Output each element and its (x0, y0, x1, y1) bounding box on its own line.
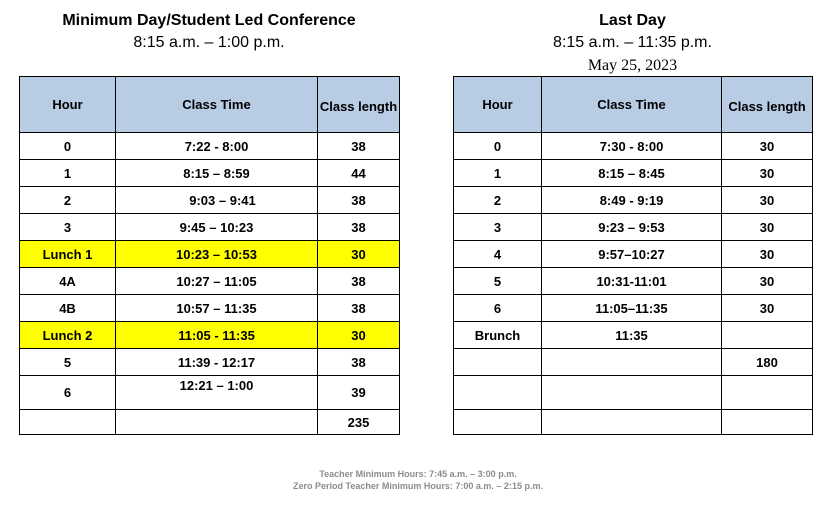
table-row (20, 349, 400, 376)
cell-hour: Brunch (454, 322, 542, 349)
cell-length (722, 322, 813, 349)
table-row (454, 268, 813, 295)
cell-length: 44 (318, 160, 400, 187)
cell-length: 30 (722, 187, 813, 214)
footer-zero-period-hours: Zero Period Teacher Minimum Hours: 7:00 a.m. – 2:15 p.m. (293, 481, 543, 491)
right-title: Last Day (599, 12, 666, 29)
cell-hour: 6 (20, 376, 116, 410)
table-row (20, 214, 400, 241)
cell-length: 30 (722, 133, 813, 160)
cell-length: 30 (318, 241, 400, 268)
cell-length (722, 410, 813, 435)
cell-time: 7:30 - 8:00 (542, 133, 722, 160)
table-row-brunch (454, 322, 813, 349)
cell-time: 11:05–11:35 (542, 295, 722, 322)
cell-hour: 3 (454, 214, 542, 241)
table-row (454, 410, 813, 435)
cell-hour: 6 (454, 295, 542, 322)
cell-length: 38 (318, 349, 400, 376)
header-class-length: Class length (722, 77, 813, 133)
table-header-row (454, 77, 813, 133)
header-class-length: Class length (318, 77, 400, 133)
cell-time: 11:39 - 12:17 (116, 349, 318, 376)
header-hour: Hour (20, 77, 116, 133)
cell-hour: 4B (20, 295, 116, 322)
cell-length: 30 (722, 160, 813, 187)
cell-time: 10:27 – 11:05 (116, 268, 318, 295)
minimum-day-schedule-table (19, 76, 400, 435)
table-row (454, 241, 813, 268)
last-day-schedule-table (453, 76, 813, 435)
cell-time: 9:23 – 9:53 (542, 214, 722, 241)
cell-length: 38 (318, 133, 400, 160)
table-row (454, 376, 813, 410)
table-row (20, 160, 400, 187)
cell-time: 10:57 – 11:35 (116, 295, 318, 322)
cell-hour: Lunch 1 (20, 241, 116, 268)
cell-time (542, 376, 722, 410)
header-class-time: Class Time (542, 77, 722, 133)
cell-hour: 4 (454, 241, 542, 268)
cell-length: 38 (318, 214, 400, 241)
right-subtitle: 8:15 a.m. – 11:35 p.m. (553, 34, 712, 51)
cell-length (722, 376, 813, 410)
table-row (454, 214, 813, 241)
table-row-lunch-2 (20, 322, 400, 349)
table-row-lunch-1 (20, 241, 400, 268)
cell-hour: 0 (454, 133, 542, 160)
cell-time: 9:57–10:27 (542, 241, 722, 268)
cell-length: 30 (722, 295, 813, 322)
cell-length: 30 (722, 268, 813, 295)
cell-time: 8:15 – 8:45 (542, 160, 722, 187)
footer-teacher-hours: Teacher Minimum Hours: 7:45 a.m. – 3:00 p.m. (319, 469, 517, 479)
cell-time: 8:49 - 9:19 (542, 187, 722, 214)
cell-hour: 5 (454, 268, 542, 295)
left-title: Minimum Day/Student Led Conference (62, 12, 356, 29)
cell-hour: 3 (20, 214, 116, 241)
table-row (454, 295, 813, 322)
cell-time: 12:21 – 1:00 (116, 376, 318, 410)
cell-hour (454, 376, 542, 410)
table-row-total (20, 410, 400, 435)
cell-hour: 1 (454, 160, 542, 187)
cell-total-length: 235 (318, 410, 400, 435)
table-row (454, 133, 813, 160)
left-subtitle: 8:15 a.m. – 1:00 p.m. (133, 34, 285, 51)
cell-hour: 0 (20, 133, 116, 160)
table-row (454, 160, 813, 187)
cell-hour: Lunch 2 (20, 322, 116, 349)
cell-hour: 5 (20, 349, 116, 376)
cell-hour: 2 (20, 187, 116, 214)
cell-time: 10:23 – 10:53 (116, 241, 318, 268)
right-date: May 25, 2023 (587, 57, 678, 74)
cell-length: 38 (318, 295, 400, 322)
table-row (20, 133, 400, 160)
cell-length: 30 (722, 241, 813, 268)
table-row (20, 295, 400, 322)
cell-length: 30 (318, 322, 400, 349)
cell-length: 38 (318, 187, 400, 214)
table-row (20, 268, 400, 295)
cell-hour (454, 410, 542, 435)
cell-length: 39 (318, 376, 400, 410)
table-row-total (454, 349, 813, 376)
table-row (20, 376, 400, 410)
table-row (20, 187, 400, 214)
table-row (454, 187, 813, 214)
cell-hour (20, 410, 116, 435)
cell-hour: 4A (20, 268, 116, 295)
cell-length: 30 (722, 214, 813, 241)
cell-hour: 2 (454, 187, 542, 214)
header-class-time: Class Time (116, 77, 318, 133)
cell-hour: 1 (20, 160, 116, 187)
cell-time: 10:31-11:01 (542, 268, 722, 295)
table-header-row (20, 77, 400, 133)
cell-time (542, 349, 722, 376)
cell-total-length: 180 (722, 349, 813, 376)
cell-time: 9:03 – 9:41 (116, 187, 318, 214)
cell-time: 8:15 – 8:59 (116, 160, 318, 187)
cell-time (542, 410, 722, 435)
cell-time: 9:45 – 10:23 (116, 214, 318, 241)
header-hour: Hour (454, 77, 542, 133)
cell-hour (454, 349, 542, 376)
cell-time: 11:35 (542, 322, 722, 349)
cell-time (116, 410, 318, 435)
cell-time: 11:05 - 11:35 (116, 322, 318, 349)
cell-length: 38 (318, 268, 400, 295)
cell-time: 7:22 - 8:00 (116, 133, 318, 160)
